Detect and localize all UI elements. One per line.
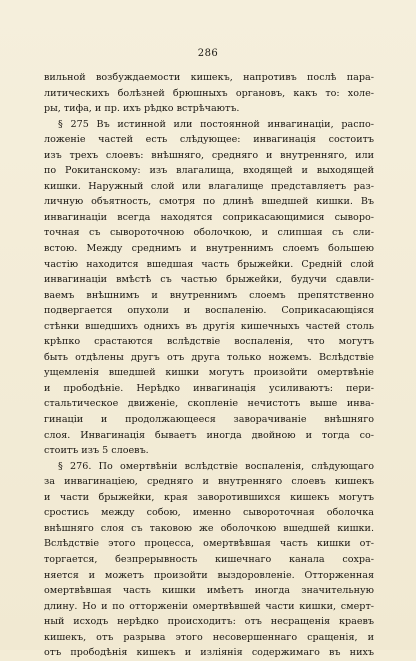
text-line: внѣшняго слоя съ таковою же оболочкою вшедшей кишки. [44,522,374,534]
text-line: встою. Между среднимъ и внутреннимъ слоемъ большею [44,243,374,255]
text-line: ваемъ внѣшнимъ и внутреннимъ слоемъ препятственно [44,289,374,301]
text-line: частію находится вшедшая часть брыжейки. Средній слой [44,258,374,270]
text-line: отъ прободѣнія кишекъ и изліянія содержимаго въ нихъ [44,647,374,659]
text-line: няется и можетъ произойти выздоровленіе. Отторженная [44,569,374,581]
text-line: ложеніе частей есть слѣдующее: инвагинація состоитъ [44,134,374,146]
text-line: подвергается опухоли и воспаленію. Соприкасающіяся [44,305,374,317]
text-line: инвагинаціи вмѣстѣ съ частью брыжейки, будучи сдавли- [44,274,374,286]
text-line: длину. Но и по отторженіи омертвѣвшей части кишки, смерт- [44,600,374,612]
text-line: стальтическое движеніе, скопленіе нечистотъ выше инва- [44,398,374,410]
text-line: сростись между собою, именно сывороточная оболочка [44,507,374,519]
page-number: 286 [197,48,219,59]
text-line: и части брыжейки, края заворотившихся кишекъ могутъ [44,491,374,503]
text-line: инвагинаціи всегда находятся соприкасающимися сыворо- [44,211,374,223]
text-line: стѣнки вшедшихъ однихъ въ другія кишечныхъ частей столь [44,320,374,332]
text-line: изъ трехъ слоевъ: внѣшняго, средняго и внутренняго, или [44,149,374,161]
text-line: и прободѣніе. Нерѣдко инвагинація усиливаютъ: пери- [44,382,374,394]
text-line: ры, тифа, и пр. ихъ рѣдко встрѣчаютъ. [44,103,240,115]
text-line: ный исходъ нерѣдко происходитъ: отъ несращенія краевъ [44,616,374,628]
body-text [44,70,374,661]
text-line: слоя. Инвагинація бываетъ иногда двойною и тогда со- [44,429,374,441]
text-line: за инвагинаціею, средняго и внутренняго слоевъ кишекъ [44,476,374,488]
text-line: быть отдѣлены другъ отъ друга только ножемъ. Вслѣдствіе [44,351,374,363]
text-line: § 275 Въ истинной или постоянной инвагинаціи, распо- [58,118,374,130]
text-line: литическихъ болѣзней брюшныхъ органовъ, какъ то: холе- [44,87,374,99]
text-line: гинаціи и продолжающееся заворачиваніе внѣшняго [44,414,374,426]
text-line: Вслѣдствіе этого процесса, омертвѣвшая часть кишки от- [44,538,374,550]
text-line: кишки. Наружный слой или влагалище представляетъ раз- [44,180,374,192]
text-line: кишекъ, отъ разрыва этого несовершеннаго сращенія, и [44,631,374,643]
text-line: точная съ сывороточною оболочкою, и слипшая съ сли- [44,227,374,239]
text-line: вильной возбуждаемости кишекъ, напротивъ послѣ пара- [44,72,374,83]
text-line: ущемленія вшедшей кишки могутъ произойти омертвѣніе [44,367,374,379]
text-line: стоитъ изъ 5 слоевъ. [44,445,149,457]
text-line: по Рокитанскому: изъ влагалища, входящей и выходящей [44,165,374,177]
text-line: личную объятность, смотря по длинѣ вшедшей кишки. Въ [44,196,374,208]
text-line: § 276. По омертвѣніи вслѣдствіе воспаленія, слѣдующаго [58,460,374,472]
text-line: омертвѣвшая часть кишки имѣетъ иногда значительную [44,585,374,597]
text-line: крѣпко срастаются вслѣдствіе воспаленія, что могутъ [44,336,374,348]
text-line: торгается, безпрерывность кишечнаго канала сохра- [44,553,374,565]
